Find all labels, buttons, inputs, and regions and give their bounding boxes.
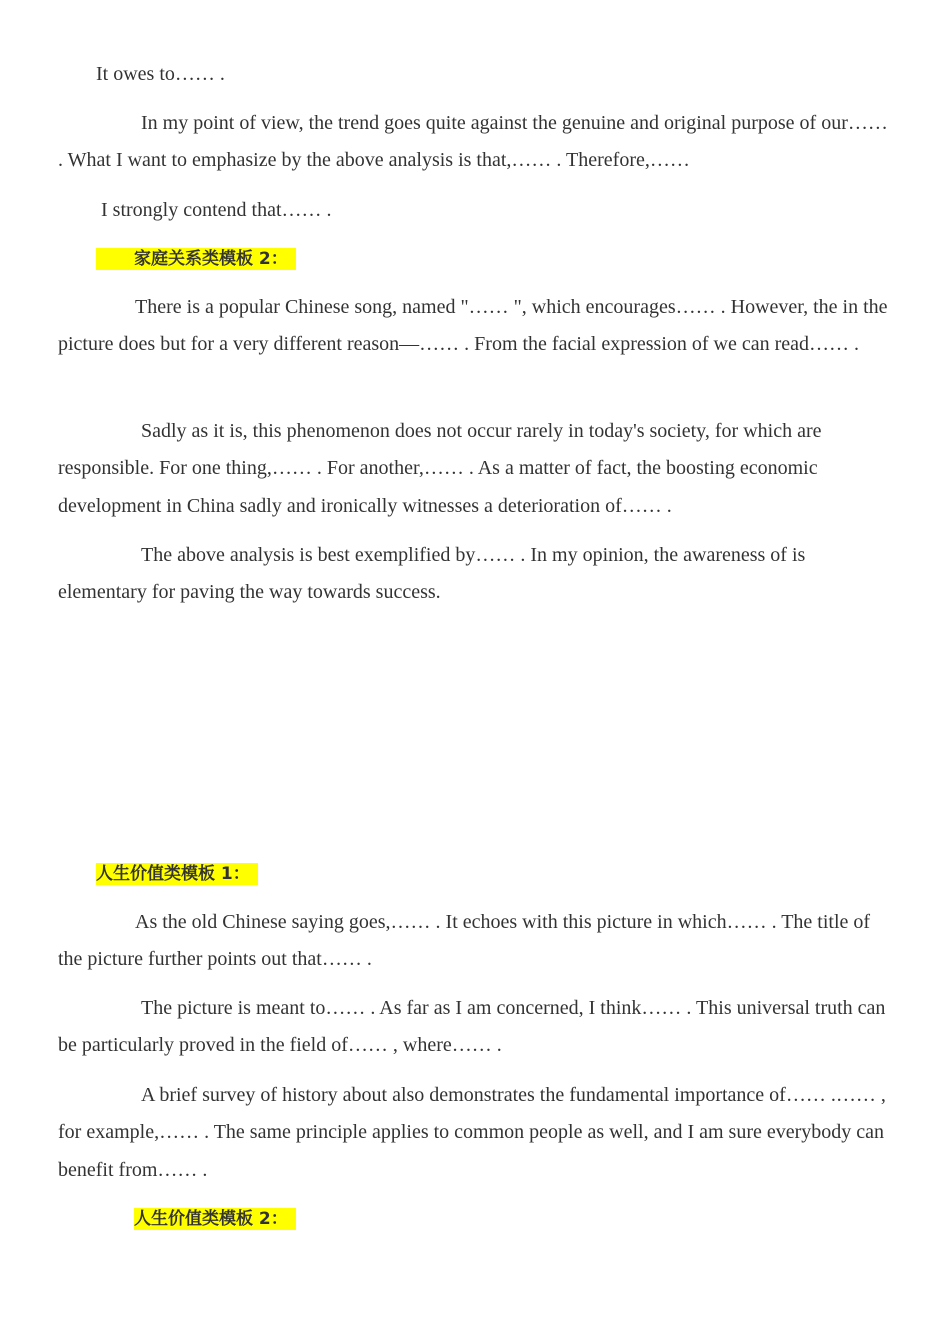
section-heading-life-value-1: 人生价值类模板 1： <box>96 863 258 885</box>
paragraph: As the old Chinese saying goes,…… . It echoes with this picture in which…… . The title of the picture further points out that…… . <box>58 911 871 971</box>
section-heading-family-2: 家庭关系类模板 2： <box>96 248 296 270</box>
paragraph: There is a popular Chinese song, named "…… ", which encourages…… . However, the in the picture does but for a very different reason—…… . From the facial expression of we can read…… . <box>58 296 888 356</box>
paragraph: The above analysis is best exemplified by…… . In my opinion, the awareness of is elementary for paving the way towards success. <box>58 544 806 604</box>
paragraph: A brief survey of history about also demonstrates the fundamental importance of…… .…… , for example,…… . The same principle applies to common people as well, and I am sure everybody can benefit from…… . <box>58 1084 886 1181</box>
text-line: I strongly contend that…… . <box>101 199 332 221</box>
paragraph: Sadly as it is, this phenomenon does not occur rarely in today's society, for which are responsible. For one thing,…… . For another,…… . As a matter of fact, the boosting economic development in China sadly and ironically witnesses a deterioration of…… . <box>58 420 822 517</box>
text-line: It owes to…… . <box>96 63 225 85</box>
section-heading-life-value-2: 人生价值类模板 2： <box>134 1208 296 1230</box>
paragraph: The picture is meant to…… . As far as I am concerned, I think…… . This universal truth can be particularly proved in the field of…… , where…… . <box>58 997 886 1057</box>
paragraph: In my point of view, the trend goes quite against the genuine and original purpose of our…… . What I want to emphasize by the above analysis is that,…… . Therefore,…… <box>58 112 888 172</box>
